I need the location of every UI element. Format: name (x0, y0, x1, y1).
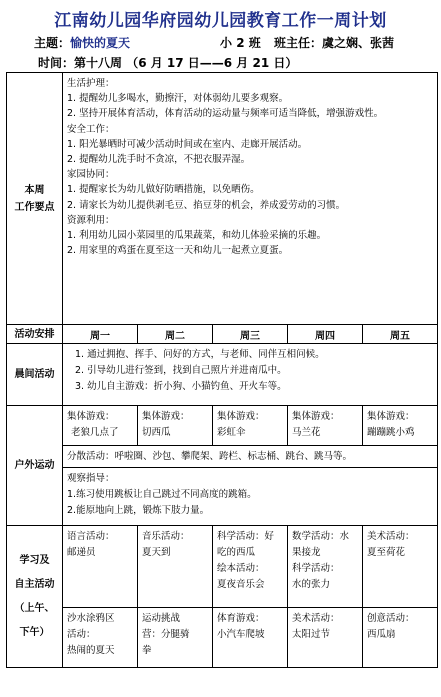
study-cell (363, 526, 438, 608)
focus-line: 1. 阳光暴晒时可减少活动时间或在室内、走廊开展活动。 (67, 138, 308, 150)
time-value: 第十八周 （6 月 17 日——6 月 21 日） (74, 56, 298, 70)
guide-line: 1.练习使用跳板让自己跳过不同高度的跳箱。 (67, 489, 257, 500)
outdoor-guide-row (7, 468, 438, 526)
study-line: 拳 (142, 645, 152, 656)
outdoor-game-cell (288, 406, 363, 446)
outdoor-group-cell (63, 446, 438, 468)
day-header-row (7, 325, 438, 344)
game-title: 集体游戏： (67, 411, 115, 422)
morning-line: 3. 幼儿自主游戏：折小狗、小猫钓鱼、开火车等。 (75, 381, 287, 392)
day-header: 周二 (138, 325, 213, 344)
study-line: 水的张力 (292, 579, 331, 590)
study-line: 夏至荷花 (367, 547, 406, 558)
plan-info-row (34, 34, 394, 51)
study-line: 科学活动：好 (217, 531, 275, 542)
focus-line: 生活护理： (67, 78, 115, 89)
study-label-line: 学习及 (19, 554, 50, 566)
focus-line: 2. 请家长为幼儿提供剥毛豆、掐豆芽的机会，养成爱劳动的习惯。 (67, 199, 346, 211)
focus-line: 2. 坚持开展体育活动，体育活动的运动量与频率可适当降低，增强游戏性。 (67, 108, 384, 120)
game-title: 集体游戏： (367, 411, 415, 422)
day-header: 周一 (63, 325, 138, 344)
focus-label-line1: 本周 (24, 184, 45, 196)
focus-line: 1. 提醒幼儿多喝水，勤擦汗，对体弱幼儿要多观察。 (67, 93, 289, 105)
study-cell (288, 526, 363, 608)
game-title: 集体游戏： (142, 411, 190, 422)
game-name: 彩虹伞 (217, 427, 246, 438)
game-name: 切西瓜 (142, 427, 171, 438)
activity-label: 活动安排 (7, 325, 63, 344)
outdoor-game-cell (213, 406, 288, 446)
study-line: 吃的西瓜 (217, 547, 256, 558)
day-header: 周三 (213, 325, 288, 344)
teacher-names: 虞之娴、张茜 (322, 36, 395, 50)
study-line: 美术活动： (292, 613, 340, 624)
study-line: 热闹的夏天 (67, 645, 115, 656)
study-line: 营：分腿骑 (142, 629, 190, 640)
study-label-line: 下午） (19, 626, 50, 638)
focus-line: 资源利用： (67, 214, 115, 226)
study-cell (138, 608, 213, 668)
study-line: 绘本活动： (217, 563, 265, 574)
focus-line: 1. 利用幼儿园小菜园里的瓜果蔬菜，和幼儿体验采摘的乐趣。 (67, 230, 327, 242)
outdoor-game-cell (363, 406, 438, 446)
study-line: 夏天到 (142, 547, 171, 558)
focus-content-cell (63, 73, 438, 325)
study-label-line: 自主活动 (14, 578, 55, 590)
study-line: 小汽车爬坡 (217, 629, 265, 640)
morning-line: 2. 引导幼儿进行签到，找到自己照片并进南瓜中。 (75, 365, 287, 376)
theme-label: 主题： (34, 36, 71, 50)
group-activity-text: 分散活动：呼啦圈、沙包、攀爬架、跨栏、标志桶、跳台、跳马等。 (67, 451, 353, 462)
focus-row (7, 73, 438, 325)
study-line: 体育游戏： (217, 613, 265, 624)
game-name: 马兰花 (292, 427, 321, 438)
outdoor-label: 户外运动 (7, 406, 63, 526)
study-row-2 (7, 608, 438, 668)
focus-line: 2. 提醒幼儿洗手时不贪凉，不把衣服弄湿。 (67, 154, 251, 166)
theme-value: 愉快的夏天 (70, 36, 131, 50)
focus-line: 1. 提醒家长为幼儿做好防晒措施，以免晒伤。 (67, 184, 260, 196)
game-title: 集体游戏： (217, 411, 265, 422)
study-line: 美术活动： (367, 531, 415, 542)
focus-line: 2. 用家里的鸡蛋在夏至这一天和幼儿一起煮立夏蛋。 (67, 245, 289, 257)
outdoor-game-cell (63, 406, 138, 446)
study-cell (363, 608, 438, 668)
morning-content (63, 344, 438, 406)
study-label-line: （上午、 (14, 602, 55, 614)
study-line: 科学活动： (292, 563, 340, 574)
study-line: 语言活动： (67, 531, 115, 542)
focus-label-line2: 工作要点 (14, 201, 55, 213)
study-line: 数学活动：水 (292, 531, 350, 542)
day-header: 周四 (288, 325, 363, 344)
study-line: 果接龙 (292, 547, 321, 558)
teacher-label: 班主任： (274, 36, 323, 50)
time-label: 时间： (38, 56, 75, 70)
game-name: 老狼几点了 (71, 427, 119, 438)
study-cell (288, 608, 363, 668)
study-line: 音乐活动： (142, 531, 190, 542)
study-line: 太阳过节 (292, 629, 331, 640)
outdoor-group-row (7, 446, 438, 468)
morning-row (7, 344, 438, 406)
game-name: 蹦蹦跳小鸡 (367, 427, 415, 438)
weekly-plan-table (6, 72, 438, 668)
study-label (7, 526, 63, 668)
focus-line: 安全工作： (67, 123, 115, 135)
class-name: 小 2 班 (220, 36, 261, 50)
study-cell (213, 608, 288, 668)
study-line: 沙水涂鸦区 (67, 613, 115, 624)
study-line: 邮递员 (67, 547, 96, 558)
study-line: 夏夜音乐会 (217, 579, 265, 590)
morning-line: 1. 通过拥抱、挥手、问好的方式，与老师、同伴互相问候。 (75, 349, 325, 360)
focus-label-cell (7, 73, 63, 325)
study-line: 运动挑战 (142, 613, 181, 624)
study-line: 西瓜扇 (367, 629, 396, 640)
guide-line: 观察指导： (67, 473, 115, 484)
outdoor-games-row (7, 406, 438, 446)
outdoor-game-cell (138, 406, 213, 446)
game-title: 集体游戏： (292, 411, 340, 422)
outdoor-guide-cell (63, 468, 438, 526)
study-line: 活动： (67, 629, 96, 640)
study-cell (63, 608, 138, 668)
document-title: 江南幼儿园华府园幼儿园教育工作一周计划 (54, 11, 387, 31)
focus-line: 家园协同： (67, 169, 115, 181)
study-row-1 (7, 526, 438, 608)
plan-time-row (38, 54, 297, 71)
study-line: 创意活动： (367, 613, 415, 624)
study-cell (213, 526, 288, 608)
study-cell (138, 526, 213, 608)
study-cell (63, 526, 138, 608)
day-header: 周五 (363, 325, 438, 344)
morning-label: 晨间活动 (7, 344, 63, 406)
guide-line: 2.能原地向上跳，锻炼下肢力量。 (67, 505, 210, 516)
